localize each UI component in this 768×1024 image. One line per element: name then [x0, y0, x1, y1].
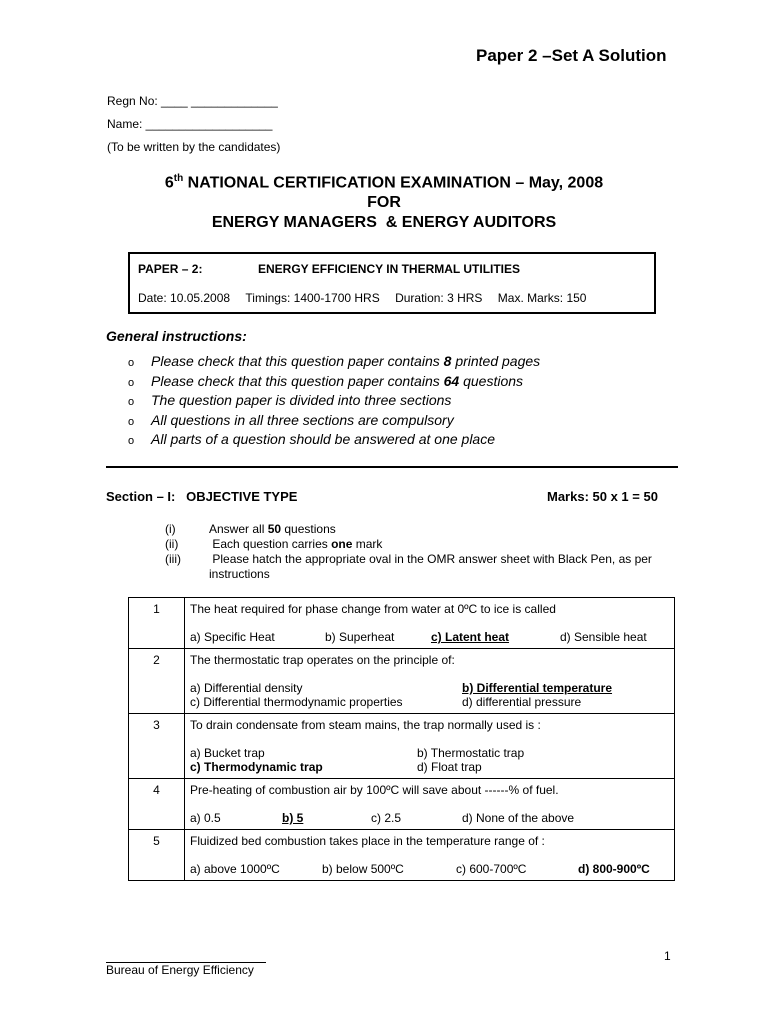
- question-number: 2: [129, 649, 185, 714]
- sub-instruction-number: (ii): [165, 537, 179, 551]
- question-cell: [185, 649, 675, 714]
- answer-option: b) Thermostatic trap: [417, 746, 525, 760]
- bullet-icon: o: [128, 376, 135, 389]
- options-line: [190, 695, 669, 709]
- candidate-note: (To be written by the candidates): [107, 140, 281, 154]
- answer-option: d) None of the above: [462, 811, 575, 825]
- exam-duration: Duration: 3 HRS: [395, 291, 483, 305]
- sub-instruction-text: [209, 537, 669, 552]
- options-line: [190, 760, 669, 774]
- general-instructions-heading: General instructions:: [106, 328, 247, 344]
- answer-option-correct: c) Latent heat: [431, 630, 510, 644]
- question-number: 4: [129, 779, 185, 830]
- question-number: 3: [129, 714, 185, 779]
- section-divider: [106, 466, 678, 468]
- sub-instruction-bold: 50: [267, 522, 282, 536]
- exam-title-line2: FOR: [367, 194, 401, 211]
- answer-option: a) Specific Heat: [190, 630, 275, 644]
- paper-subject: ENERGY EFFICIENCY IN THERMAL UTILITIES: [258, 262, 521, 276]
- section-marks: Marks: 50 x 1 = 50: [547, 489, 658, 504]
- paper-info-box: [128, 252, 656, 314]
- question-text: The heat required for phase change from water at 0ºC to ice is called: [190, 602, 556, 616]
- paper-title: Paper 2 –Set A Solution: [476, 46, 667, 65]
- instruction-text: All questions in all three sections are compulsory: [151, 411, 454, 428]
- question-row: [129, 779, 675, 830]
- footer-org: Bureau of Energy Efficiency: [106, 963, 254, 977]
- instruction-text: printed pages: [451, 353, 541, 369]
- answer-option: a) Differential density: [190, 681, 303, 695]
- instruction-bold: 8: [443, 353, 452, 369]
- answer-option: d) differential pressure: [462, 695, 582, 709]
- answer-option: a) 0.5: [190, 811, 221, 825]
- instruction-item: [128, 411, 540, 431]
- question-text: To drain condensate from steam mains, the trap normally used is :: [190, 718, 541, 732]
- exam-ordinal-suffix: th: [173, 173, 184, 184]
- answer-option: c) Differential thermodynamic properties: [190, 695, 403, 709]
- answer-option: b) Superheat: [325, 630, 395, 644]
- section-instructions: [165, 522, 669, 582]
- name-field: Name: ___________________: [107, 117, 273, 131]
- exam-ordinal: 6: [164, 174, 174, 192]
- questions-table: [128, 597, 675, 881]
- answer-option: a) Bucket trap: [190, 746, 265, 760]
- sub-instruction-pre: Each question carries: [209, 537, 332, 551]
- instruction-item: [128, 430, 540, 450]
- answer-option-correct: b) 5: [282, 811, 304, 825]
- bullet-icon: o: [128, 415, 135, 428]
- exam-max-marks: Max. Marks: 150: [497, 291, 587, 305]
- exam-timings: Timings: 1400-1700 HRS: [245, 291, 380, 305]
- bullet-icon: o: [128, 396, 135, 408]
- exam-date: Date: 10.05.2008: [138, 291, 231, 305]
- regn-no-field: Regn No: ____ _____________: [107, 94, 278, 108]
- options-line: [190, 862, 669, 876]
- sub-instruction-post: mark: [352, 537, 383, 551]
- sub-instruction-number: (i): [165, 522, 176, 536]
- paper-number: PAPER – 2:: [138, 262, 203, 276]
- sub-instruction-text: [209, 522, 669, 537]
- sub-instruction: [165, 552, 669, 582]
- instruction-item: [128, 352, 540, 372]
- instruction-text: questions: [459, 372, 524, 389]
- answer-option: d) Sensible heat: [560, 630, 647, 644]
- question-row: [129, 598, 675, 649]
- answer-option-correct: d) 800-900ºC: [578, 862, 650, 876]
- question-text: Pre-heating of combustion air by 100ºC will save about ------% of fuel.: [190, 783, 559, 797]
- general-instructions-list: [128, 352, 540, 450]
- instruction-text: Please check that this question paper contains: [151, 353, 444, 369]
- bullet-icon: o: [128, 357, 135, 369]
- instruction-item: [128, 391, 540, 411]
- sub-instruction-pre: Answer all: [209, 522, 268, 536]
- answer-option: c) 2.5: [371, 811, 402, 825]
- options-line: [190, 746, 669, 760]
- sub-instruction-pre: Please hatch the appropriate oval in the OMR answer sheet with Black Pen, as per instructions: [209, 552, 656, 581]
- page-number: 1: [664, 949, 671, 963]
- question-text: The thermostatic trap operates on the principle of:: [190, 653, 455, 667]
- question-number: 1: [129, 598, 185, 649]
- exam-details-row: [138, 291, 598, 305]
- bullet-icon: o: [128, 435, 135, 447]
- answer-option: c) 600-700ºC: [456, 862, 527, 876]
- options-line: [190, 630, 669, 644]
- question-cell: [185, 830, 675, 881]
- instruction-bold: 64: [443, 372, 460, 389]
- options-line: [190, 811, 669, 825]
- sub-instruction: [165, 537, 669, 552]
- question-number: 5: [129, 830, 185, 881]
- sub-instruction-post: questions: [281, 522, 336, 536]
- instruction-text: Please check that this question paper contains: [151, 372, 444, 389]
- paper-info-row: [138, 262, 520, 276]
- question-cell: [185, 779, 675, 830]
- instruction-text: All parts of a question should be answered at one place: [151, 431, 496, 447]
- exam-title-line1: [0, 173, 768, 192]
- exam-title-line3: ENERGY MANAGERS & ENERGY AUDITORS: [211, 214, 557, 231]
- exam-title-text: NATIONAL CERTIFICATION EXAMINATION – May, 2008: [183, 174, 604, 192]
- answer-option-correct: c) Thermodynamic trap: [190, 760, 323, 774]
- question-cell: [185, 714, 675, 779]
- options-line: [190, 681, 669, 695]
- answer-option: d) Float trap: [417, 760, 482, 774]
- question-row: [129, 649, 675, 714]
- question-cell: [185, 598, 675, 649]
- question-row: [129, 714, 675, 779]
- instruction-item: [128, 372, 540, 392]
- section-heading: Section – I: OBJECTIVE TYPE: [106, 489, 298, 504]
- answer-option-correct: b) Differential temperature: [462, 681, 613, 695]
- instruction-text: The question paper is divided into three sections: [151, 392, 452, 408]
- sub-instruction-bold: one: [331, 537, 353, 551]
- sub-instruction: [165, 522, 669, 537]
- sub-instruction-text: [209, 552, 669, 582]
- question-text: Fluidized bed combustion takes place in the temperature range of :: [190, 834, 545, 848]
- question-row: [129, 830, 675, 881]
- answer-option: a) above 1000ºC: [190, 862, 280, 876]
- answer-option: b) below 500ºC: [322, 862, 404, 876]
- sub-instruction-number: (iii): [165, 552, 181, 566]
